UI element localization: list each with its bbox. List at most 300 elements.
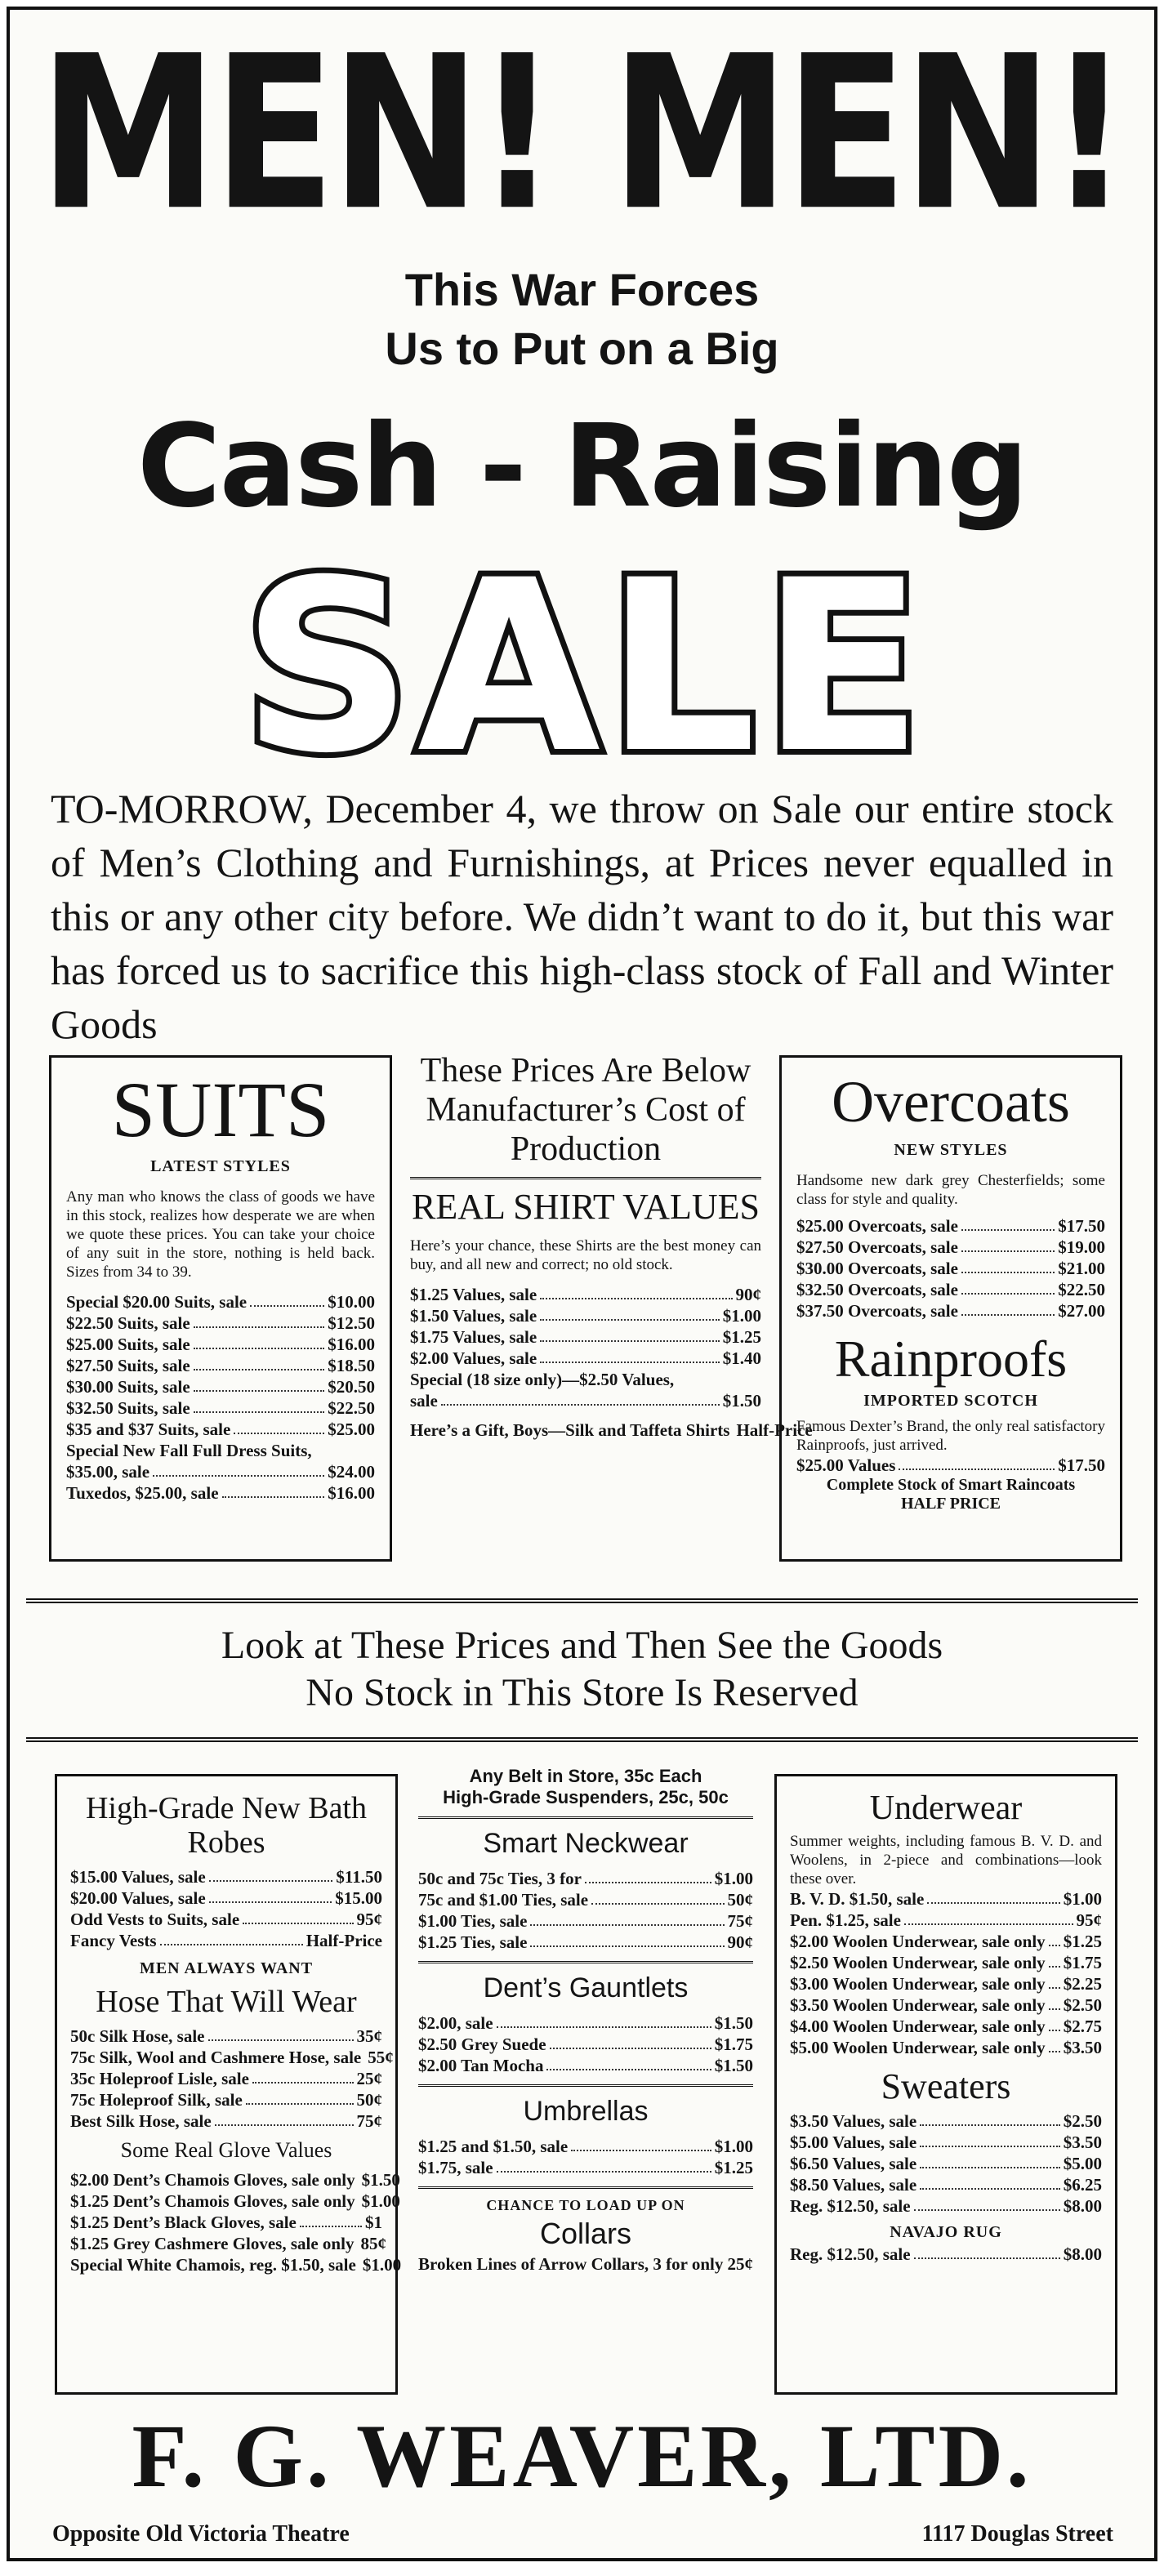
leader-dots [194, 1355, 325, 1370]
divider [418, 2186, 753, 2189]
item-price: 95¢ [356, 1910, 382, 1929]
item-label: $27.50 Suits, sale [66, 1356, 190, 1375]
collars-row [418, 2253, 753, 2275]
price-row [796, 1237, 1105, 1258]
item-label: $6.50 Values, sale [790, 2154, 917, 2173]
item-price: $6.25 [1063, 2175, 1102, 2195]
item-price: $27.00 [1058, 1301, 1105, 1321]
price-row [790, 2037, 1102, 2058]
leader-dots [1049, 2037, 1060, 2052]
shirt-special-sale [410, 1390, 761, 1411]
middle-lower-column [418, 1766, 753, 2403]
item-price: $17.50 [1058, 1455, 1105, 1475]
item-label: Tuxedos, $25.00, sale [66, 1483, 219, 1503]
raincoats-half-price: HALF PRICE [900, 1495, 1001, 1513]
price-row [418, 1932, 753, 1953]
look-line-2: No Stock in This Store Is Reserved [305, 1671, 859, 1714]
item-price: 25¢ [727, 2254, 753, 2274]
price-row [790, 1994, 1102, 2016]
leader-dots [160, 1930, 303, 1945]
price-row [66, 1313, 375, 1334]
overcoats-subtitle: NEW STYLES [894, 1141, 1008, 1159]
divider [418, 2084, 753, 2087]
leader-dots [920, 2132, 1060, 2147]
item-price: 50¢ [727, 1890, 753, 1910]
price-row [418, 2136, 753, 2157]
leader-dots [1049, 2016, 1060, 2031]
umbrellas-list [418, 2136, 753, 2178]
item-label: $5.00 Values, sale [790, 2133, 917, 2152]
item-price: 90¢ [727, 1932, 753, 1952]
item-label: $1.50 Values, sale [410, 1306, 537, 1326]
item-price: $21.00 [1058, 1259, 1105, 1278]
price-row [790, 1952, 1102, 1973]
item-price: $1.50 [714, 2056, 753, 2075]
gloves-list [70, 2169, 402, 2275]
item-label: 75c and $1.00 Ties, sale [418, 1890, 589, 1910]
gauntlets-title: Dent’s Gauntlets [483, 1972, 689, 2003]
price-row [790, 1888, 1102, 1910]
item-price: $5.00 [1063, 2154, 1102, 2173]
price-row [70, 2110, 382, 2132]
price-row [66, 1419, 375, 1440]
leader-dots [550, 2034, 711, 2049]
navajo-rug: NAVAJO RUG [890, 2223, 1002, 2241]
item-price: $20.50 [328, 1377, 375, 1397]
item-price: $8.00 [1063, 2196, 1102, 2216]
suits-text: Any man who knows the class of goods we have in this stock, realizes how desperate we are when we quote these prices. You can take your choice of any suit in the store, nothing is held back. Sizes from 34 to 39. [66, 1188, 375, 1281]
men-always-want: MEN ALWAYS WANT [139, 1959, 314, 1977]
hose-list [70, 2026, 394, 2132]
leader-dots [961, 1258, 1055, 1273]
leader-dots [215, 2110, 354, 2126]
leader-dots [208, 2026, 354, 2041]
leader-dots [961, 1237, 1055, 1252]
intro-paragraph: TO-MORROW, December 4, we throw on Sale our entire stock of Men’s Clothing and Furnishings, at Prices never equalled in this or any other city before. We didn’t want to do it, but this war has forced us to sacrifice this high-class stock of Fall and Winter Goods [51, 786, 1113, 1047]
leader-dots [300, 2212, 362, 2227]
suits-box [49, 1055, 392, 1562]
item-label: 50c and 75c Ties, 3 for [418, 1869, 582, 1888]
suits-price-list [66, 1291, 375, 1440]
item-price: 55¢ [368, 2048, 394, 2067]
item-label: B. V. D. $1.50, sale [790, 1889, 925, 1909]
item-label: $5.00 Woolen Underwear, sale only [790, 2038, 1046, 2057]
suits-special: Special New Fall Full Dress Suits, [66, 1441, 312, 1460]
item-label: Best Silk Hose, sale [70, 2111, 212, 2131]
item-price: 35¢ [356, 2026, 382, 2046]
price-row [70, 2169, 400, 2190]
price-row [70, 1887, 382, 1909]
raincoats-note: Complete Stock of Smart Raincoats [826, 1476, 1076, 1494]
bath-robes-title: High-Grade New Bath Robes [85, 1791, 367, 1860]
item-price: $8.00 [1063, 2244, 1102, 2264]
item-price: $22.50 [1058, 1280, 1105, 1299]
sweaters-list [790, 2110, 1102, 2217]
leader-dots [540, 1284, 732, 1299]
cash-raising-title: Cash - Raising [136, 400, 1028, 533]
item-price: $2.25 [1063, 1974, 1102, 1994]
item-price: 90¢ [735, 1285, 761, 1304]
item-label: $30.00 Overcoats, sale [796, 1259, 958, 1278]
item-price: $2.50 [1063, 1995, 1102, 2015]
suspenders-line: High-Grade Suspenders, 25c, 50c [443, 1787, 729, 1807]
sale-title-svg [10, 549, 1157, 769]
item-price: $1.00 [714, 1869, 753, 1888]
item-label: $3.00 Woolen Underwear, sale only [790, 1974, 1046, 1994]
overcoats-title: Overcoats [832, 1069, 1070, 1134]
item-price: 95¢ [1076, 1910, 1102, 1930]
leader-dots [920, 2153, 1060, 2168]
price-row [410, 1390, 761, 1411]
divider-top [26, 1598, 1138, 1603]
leader-dots [194, 1376, 325, 1392]
collars-title: Collars [539, 2217, 632, 2250]
item-label: $1.25 Dent’s Chamois Gloves, sale only [70, 2191, 355, 2211]
suits-title: SUITS [111, 1066, 330, 1153]
subhead-line-1: This War Forces [404, 264, 760, 315]
item-price: 75¢ [727, 1911, 753, 1931]
hose-title: Hose That Will Wear [96, 1985, 357, 2019]
leader-dots [250, 1291, 324, 1307]
store-name: F. G. WEAVER, LTD. [132, 2406, 1032, 2506]
overcoats-price-list [796, 1215, 1105, 1321]
price-row [70, 1909, 382, 1930]
item-price: $1.00 [722, 1306, 761, 1326]
item-label: $1.75 Values, sale [410, 1327, 537, 1347]
price-row [66, 1482, 375, 1504]
item-price: $18.50 [328, 1356, 375, 1375]
underwear-sweaters-box [774, 1774, 1117, 2395]
price-row [790, 2174, 1102, 2195]
item-price: $1.00 [362, 2255, 402, 2275]
item-label: Special White Chamois, reg. $1.50, sale [70, 2255, 356, 2275]
leader-dots [546, 2055, 711, 2070]
item-label: $1.25 Values, sale [410, 1285, 537, 1304]
leader-dots [914, 2244, 1060, 2259]
item-price: $2.75 [1063, 2017, 1102, 2036]
price-row [70, 2190, 400, 2212]
item-label: $1.25 Grey Cashmere Gloves, sale only [70, 2234, 355, 2253]
overcoats-text: Handsome new dark grey Chesterfields; some class for style and quality. [796, 1172, 1105, 1208]
item-label: $2.00, sale [418, 2013, 493, 2033]
price-row [790, 2016, 1102, 2037]
leader-dots [234, 1419, 324, 1434]
price-row [70, 2212, 382, 2233]
item-label: $1.75, sale [418, 2158, 493, 2177]
item-price: $1.00 [714, 2137, 753, 2156]
price-row [70, 2068, 382, 2089]
glove-values-title: Some Real Glove Values [120, 2138, 332, 2162]
leader-dots [540, 1348, 720, 1363]
item-price: $1.00 [361, 2191, 400, 2211]
item-label: $2.50 Grey Suede [418, 2035, 546, 2054]
shirt-values-title: REAL SHIRT VALUES [411, 1187, 760, 1227]
leader-dots [1049, 1931, 1060, 1946]
item-label: Pen. $1.25, sale [790, 1910, 901, 1930]
price-row [418, 2012, 753, 2034]
item-price: $19.00 [1058, 1237, 1105, 1257]
price-row [790, 2132, 1102, 2153]
price-row [796, 1300, 1105, 1321]
item-label: $3.50 Values, sale [790, 2111, 917, 2131]
item-label: $2.50 Woolen Underwear, sale only [790, 1953, 1046, 1972]
price-row [796, 1455, 1105, 1476]
item-price: $1 [365, 2213, 382, 2232]
item-price: $1.50 [722, 1391, 761, 1411]
item-price: Half-Price [305, 1931, 382, 1950]
item-price: $1.75 [714, 2035, 753, 2054]
price-row [66, 1376, 375, 1397]
suits-special-list [66, 1461, 375, 1504]
leader-dots [194, 1397, 325, 1413]
neckwear-title: Smart Neckwear [483, 1828, 689, 1859]
look-line-1: Look at These Prices and Then See the Goods [221, 1624, 943, 1667]
price-row [70, 2233, 386, 2254]
item-price: 50¢ [356, 2090, 382, 2110]
item-label: $2.00 Tan Mocha [418, 2056, 544, 2075]
belt-line: Any Belt in Store, 35c Each [469, 1766, 702, 1786]
overcoats-box [779, 1055, 1122, 1562]
headline: MEN! MEN! [38, 10, 1126, 257]
item-price: $25.00 [328, 1419, 375, 1439]
item-label: $2.00 Dent’s Chamois Gloves, sale only [70, 2170, 355, 2190]
navajo-rug-price [790, 2244, 1102, 2265]
price-row [410, 1348, 761, 1369]
item-label: $1.25 Ties, sale [418, 1932, 528, 1952]
item-price: $1.40 [722, 1348, 761, 1368]
leader-dots [497, 2012, 711, 2028]
item-label: $25.00 Suits, sale [66, 1335, 190, 1354]
item-label: $3.50 Woolen Underwear, sale only [790, 1995, 1046, 2015]
item-price: $1.50 [714, 2013, 753, 2033]
item-label: 50c Silk Hose, sale [70, 2026, 205, 2046]
item-label: Special $20.00 Suits, sale [66, 1292, 248, 1312]
item-label: $1.25 and $1.50, sale [418, 2137, 569, 2156]
item-label: $35 and $37 Suits, sale [66, 1419, 231, 1439]
item-label: $1.00 Ties, sale [418, 1911, 528, 1931]
item-price: $10.00 [328, 1292, 375, 1312]
price-row [418, 2253, 753, 2275]
item-label: $37.50 Overcoats, sale [796, 1301, 958, 1321]
divider-bottom [26, 1737, 1138, 1742]
leader-dots [920, 2110, 1060, 2126]
divider [410, 1177, 761, 1179]
price-row [66, 1397, 375, 1419]
shirt-values-text: Here’s your chance, these Shirts are the best money can buy, and all new and correct; no old stock. [410, 1237, 761, 1273]
prices-below-cost-heading: These Prices Are Below Manufacturer’s Cost of Production [420, 1052, 751, 1168]
shirt-price-list [410, 1284, 761, 1369]
item-price: 85¢ [360, 2234, 386, 2253]
item-price: $24.00 [328, 1462, 375, 1482]
leader-dots [961, 1279, 1055, 1295]
price-row [418, 1868, 753, 1889]
leader-dots [1049, 1973, 1060, 1989]
price-row [410, 1305, 761, 1326]
item-label: $20.00 Values, sale [70, 1888, 206, 1908]
leader-dots [530, 1932, 724, 1947]
leader-dots [914, 2195, 1060, 2211]
leader-dots [209, 1887, 332, 1903]
item-label: $22.50 Suits, sale [66, 1313, 190, 1333]
item-price: $16.00 [328, 1335, 375, 1354]
price-row [70, 1866, 382, 1887]
leader-dots [194, 1313, 325, 1328]
item-price: $15.00 [335, 1888, 382, 1908]
item-price: 25¢ [356, 2069, 382, 2088]
item-label: Fancy Vests [70, 1931, 157, 1950]
item-price: $12.50 [328, 1313, 375, 1333]
gift-row [410, 1419, 813, 1441]
leader-dots [209, 1866, 333, 1882]
price-row [410, 1419, 813, 1441]
price-row [66, 1355, 375, 1376]
price-row [70, 2254, 402, 2275]
price-row [796, 1258, 1105, 1279]
item-label: $32.50 Suits, sale [66, 1398, 190, 1418]
leader-dots [252, 2068, 354, 2084]
sale-title: SALE [241, 549, 929, 769]
price-row [410, 1284, 761, 1305]
price-row [790, 2153, 1102, 2174]
leader-dots [571, 2136, 711, 2151]
leader-dots [540, 1305, 720, 1321]
price-row [796, 1215, 1105, 1237]
item-label: sale [410, 1391, 438, 1411]
leader-dots [1049, 1994, 1060, 2010]
leader-dots [585, 1868, 711, 1883]
suits-subtitle: LATEST STYLES [150, 1157, 291, 1175]
price-row [418, 2157, 753, 2178]
store-address: 1117 Douglas Street [921, 2521, 1113, 2547]
item-label: 75c Holeproof Silk, sale [70, 2090, 243, 2110]
item-label: $1.25 Dent’s Black Gloves, sale [70, 2213, 297, 2232]
item-label: $35.00, sale [66, 1462, 150, 1482]
underwear-list [790, 1888, 1102, 2058]
item-label: $4.00 Woolen Underwear, sale only [790, 2017, 1046, 2036]
leader-dots [246, 2089, 354, 2105]
price-row [418, 1889, 753, 1910]
price-row [66, 1291, 375, 1313]
leader-dots [497, 2157, 711, 2173]
leader-dots [961, 1300, 1055, 1316]
price-row [418, 2055, 753, 2076]
leader-dots [591, 1889, 724, 1905]
item-price: $3.50 [1063, 2133, 1102, 2152]
item-label: $30.00 Suits, sale [66, 1377, 190, 1397]
price-row [70, 2047, 394, 2068]
umbrellas-title: Umbrellas [523, 2096, 649, 2127]
underwear-text: Summer weights, including famous B. V. D. and Woolens, in 2-piece and combinations—look these over. [790, 1833, 1102, 1887]
item-label: Reg. $12.50, sale [790, 2196, 911, 2216]
item-price: $16.00 [328, 1483, 375, 1503]
price-row [790, 1931, 1102, 1952]
price-row [418, 2034, 753, 2055]
leader-dots [540, 1326, 720, 1342]
price-row [790, 1910, 1102, 1931]
price-row [790, 2195, 1102, 2217]
item-price: $1.50 [361, 2170, 400, 2190]
chance-line: CHANCE TO LOAD UP ON [486, 2197, 685, 2213]
item-price: $1.25 [714, 2158, 753, 2177]
item-price: $1.00 [1063, 1889, 1102, 1909]
item-price: $22.50 [328, 1398, 375, 1418]
item-label: Here’s a Gift, Boys—Silk and Taffeta Shirts [410, 1420, 730, 1440]
price-row [70, 2089, 382, 2110]
leader-dots [243, 1909, 353, 1924]
item-price: $17.50 [1058, 1216, 1105, 1236]
item-price: $3.50 [1063, 2038, 1102, 2057]
item-label: $27.50 Overcoats, sale [796, 1237, 958, 1257]
leader-dots [920, 2174, 1060, 2190]
price-row [70, 2026, 382, 2047]
divider [418, 1961, 753, 1963]
item-label: $2.00 Values, sale [410, 1348, 537, 1368]
leader-dots [530, 1910, 724, 1926]
underwear-title: Underwear [869, 1789, 1023, 1827]
price-row [418, 1910, 753, 1932]
item-price: $2.50 [1063, 2111, 1102, 2131]
leader-dots [441, 1390, 720, 1406]
item-label: $2.00 Woolen Underwear, sale only [790, 1932, 1046, 1951]
advertisement-page [7, 7, 1157, 2561]
rainproofs-price [796, 1455, 1105, 1476]
price-row [70, 1930, 382, 1951]
price-row [410, 1326, 761, 1348]
subhead-line-2: Us to Put on a Big [385, 323, 779, 374]
leader-dots [899, 1455, 1055, 1470]
item-label: $32.50 Overcoats, sale [796, 1280, 958, 1299]
leader-dots [927, 1888, 1059, 1904]
middle-column [410, 1051, 813, 1574]
item-label: 35c Holeproof Lisle, sale [70, 2069, 249, 2088]
divider [418, 1816, 753, 1819]
item-label: Reg. $12.50, sale [790, 2244, 911, 2264]
item-label: Broken Lines of Arrow Collars, 3 for only [418, 2254, 724, 2274]
leader-dots [1049, 1952, 1060, 1968]
sweaters-title: Sweaters [881, 2066, 1011, 2106]
neckwear-list [418, 1868, 753, 1953]
price-row [790, 2244, 1102, 2265]
item-label: Odd Vests to Suits, sale [70, 1910, 240, 1929]
gauntlets-list [418, 2012, 753, 2076]
item-label: 75c Silk, Wool and Cashmere Hose, sale [70, 2048, 362, 2067]
leader-dots [194, 1334, 325, 1349]
leader-dots [222, 1482, 325, 1498]
item-price: 75¢ [356, 2111, 382, 2131]
robes-hose-gloves-box [55, 1774, 402, 2395]
item-label: $15.00 Values, sale [70, 1867, 206, 1887]
item-label: $8.50 Values, sale [790, 2175, 917, 2195]
rainproofs-subtitle: IMPORTED SCOTCH [863, 1392, 1038, 1410]
shirt-special: Special (18 size only)—$2.50 Values, [410, 1370, 675, 1389]
price-row [790, 1973, 1102, 1994]
price-row [66, 1334, 375, 1355]
price-row [796, 1279, 1105, 1300]
leader-dots [961, 1215, 1055, 1231]
leader-dots [153, 1461, 324, 1477]
item-price: $11.50 [336, 1867, 382, 1887]
item-price: $1.25 [1063, 1932, 1102, 1951]
item-price: $1.25 [722, 1327, 761, 1347]
price-row [66, 1461, 375, 1482]
item-label: $25.00 Values [796, 1455, 896, 1475]
rainproofs-title: Rainproofs [834, 1330, 1068, 1388]
item-price: Half-Price [736, 1420, 813, 1440]
leader-dots [904, 1910, 1073, 1925]
rainproofs-text: Famous Dexter’s Brand, the only real satisfactory Rainproofs, just arrived. [796, 1418, 1105, 1454]
item-price: $1.75 [1063, 1953, 1102, 1972]
price-row [790, 2110, 1102, 2132]
